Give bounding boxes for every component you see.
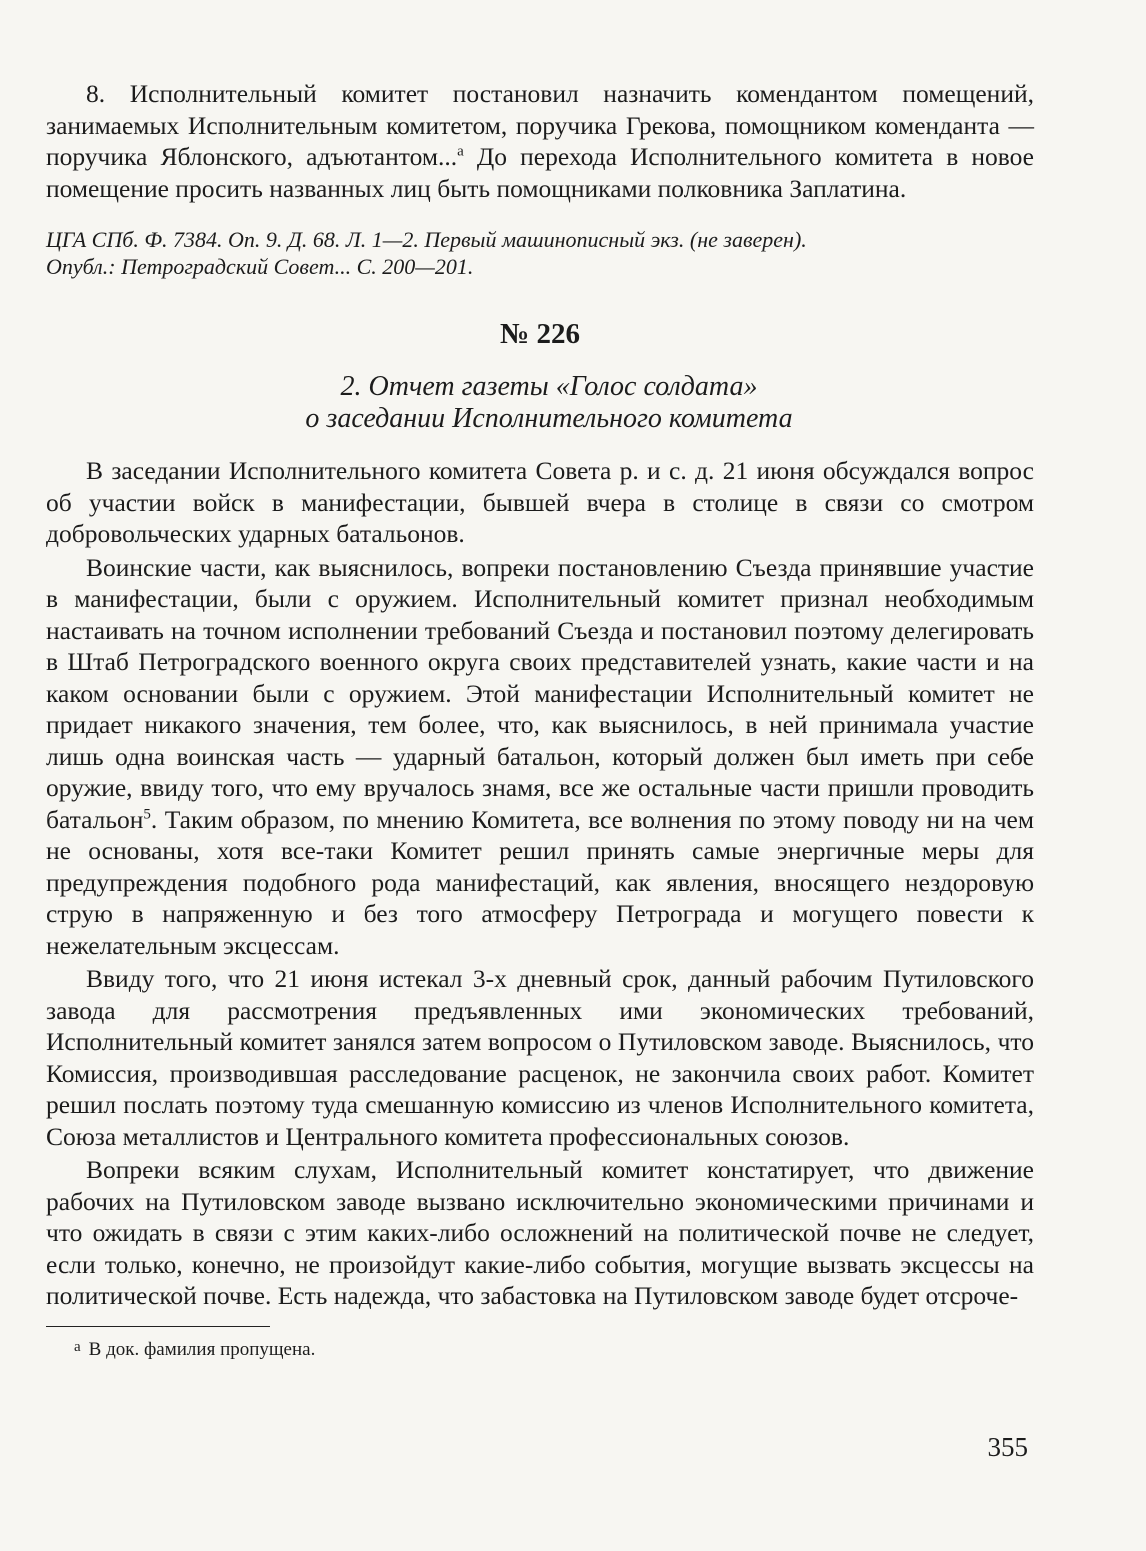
top-paragraph: [46, 78, 1034, 204]
document-title: [46, 371, 1034, 435]
document-title-line: 2. Отчет газеты «Голос солдата»: [340, 371, 758, 402]
footnote-text: В док. фамилия пропущена.: [88, 1338, 316, 1360]
document-number: № 226: [500, 318, 580, 350]
endnote-reference: 5: [143, 806, 151, 822]
archive-source: [46, 226, 1034, 280]
top-paragraph-text: 8. Исполнительный комитет постановил назначить комендантом помещений, занимаемых Исполнительным комитетом, поручика Грекова, помощником коменданта — поручика Яблонского, адъютантом...: [46, 79, 1034, 171]
footnote: [74, 1339, 1034, 1361]
top-paragraph-continuation: До перехода Исполнительного комитета в новое помещение просить названных лиц быть помощниками полковника Заплатина.: [46, 142, 1034, 203]
body-paragraph: Вопреки всяким слухам, Исполнительный комитет констатирует, что движение рабочих на Путиловском заводе вызвано исключительно экономическими причинами и что ожидать в связи с этим каких-либо осложнений на политической почве не следует, если только, конечно, не произойдут какие-либо события, могущие вызвать эксцессы на политической почве. Есть надежда, что забастовка на Путиловском заводе будет отсроче-: [46, 1155, 1034, 1310]
archive-source-line: ЦГА СПб. Ф. 7384. Оп. 9. Д. 68. Л. 1—2. Первый машинописный экз. (не заверен).: [46, 227, 807, 252]
footnote-reference: а: [457, 143, 464, 160]
body-paragraph: В заседании Исполнительного комитета Совета р. и с. д. 21 июня обсуждался вопрос об участии войск в манифестации, бывшей вчера в столице в связи со смотром добровольческих ударных батальонов.: [46, 456, 1034, 548]
footnote-divider: [46, 1326, 270, 1327]
body-paragraph: Ввиду того, что 21 июня истекал 3-х дневный срок, данный рабочим Путиловского завода для рассмотрения предъявленных ими экономических требований, Исполнительный комитет занялся затем вопросом о Путиловском заводе. Выяснилось, что Комиссия, производившая расследование расценок, не закончила своих работ. Комитет решил послать поэтому туда смешанную комиссию из членов Исполнительного комитета, Союза металлистов и Центрального комитета профессиональных союзов.: [46, 964, 1034, 1151]
publication-source-line: Опубл.: Петроградский Совет... С. 200—201.: [46, 254, 474, 279]
document-title-line: о заседании Исполнительного комитета: [305, 403, 793, 434]
page-number: 355: [987, 1432, 1028, 1462]
body-paragraph-continuation: . Таким образом, по мнению Комитета, все волнения по этому поводу ни на чем не основаны, хотя все-таки Комитет решил принять самые энергичные меры для предупреждения подобного рода манифестаций, как явления, вносящего нездоровую струю в напряженную и без того атмосферу Петрограда и могущего повести к нежелательным эксцессам.: [46, 804, 1034, 960]
footnote-mark: а: [74, 1338, 81, 1355]
body-paragraph-text: Воинские части, как выяснилось, вопреки постановлению Съезда принявшие участие в манифестации, были с оружием. Исполнительный комитет признал необходимым настаивать на точном исполнении требований Съезда и постановил поэтому делегировать в Штаб Петроградского военного округа своих представителей узнать, какие части и на каком основании были с оружием. Этой манифестации Исполнительный комитет не придает никакого значения, тем более, что, как выяснилось, в ней принимала участие лишь одна воинская часть — ударный батальон, который должен был иметь при себе оружие, ввиду того, что ему вручалось знамя, все же остальные части пришли проводить батальон: [46, 552, 1034, 834]
body-paragraph: [46, 552, 1034, 962]
